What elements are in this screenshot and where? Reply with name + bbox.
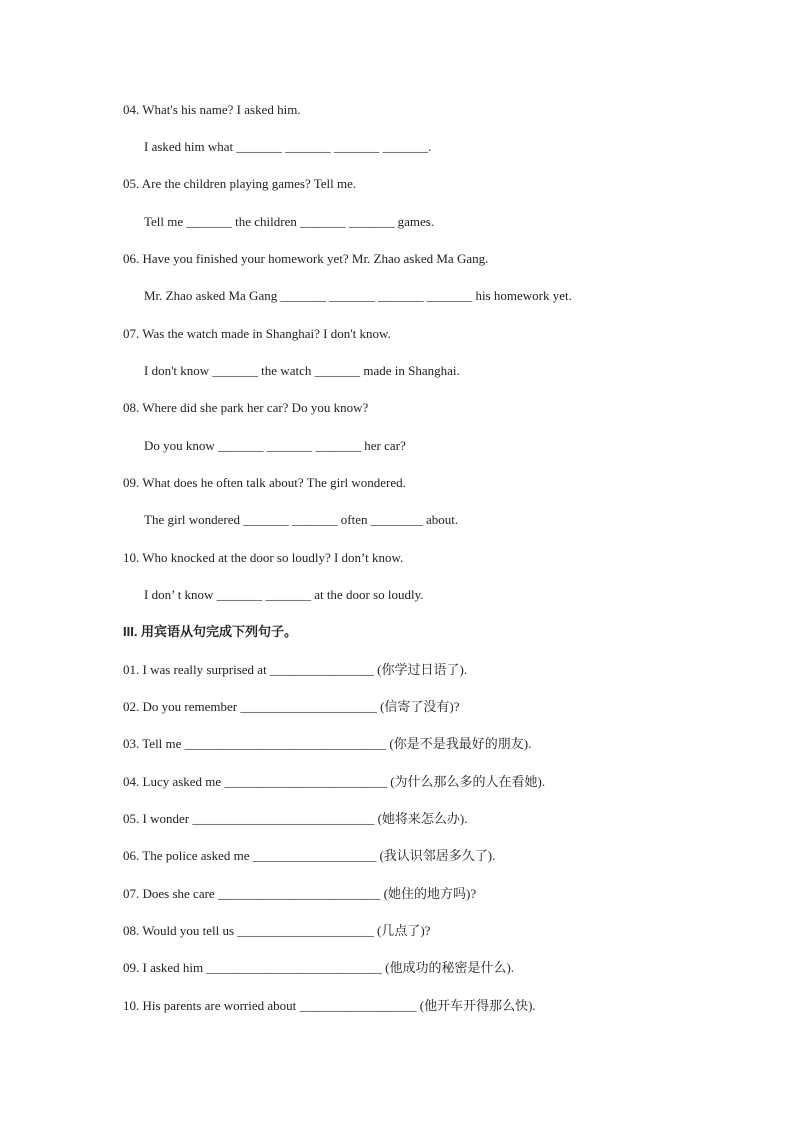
exercise-07: 07. Does she care _________________________ (她住的地方吗)?	[123, 886, 477, 901]
answer-10: I don’ t know _______ _______ at the door so loudly.	[144, 587, 424, 602]
question-04: 04. What's his name? I asked him.	[123, 102, 301, 117]
answer-08: Do you know _______ _______ _______ her car?	[144, 438, 406, 453]
question-10: 10. Who knocked at the door so loudly? I don’t know.	[123, 550, 404, 565]
section-heading: III. 用宾语从句完成下列句子。	[123, 624, 298, 639]
question-09: 09. What does he often talk about? The girl wondered.	[123, 475, 406, 490]
answer-06: Mr. Zhao asked Ma Gang _______ _______ _______ _______ his homework yet.	[144, 288, 572, 303]
question-08: 08. Where did she park her car? Do you know?	[123, 400, 369, 415]
question-07: 07. Was the watch made in Shanghai? I don't know.	[123, 326, 391, 341]
exercise-05: 05. I wonder ____________________________ (她将来怎么办).	[123, 811, 468, 826]
exercise-02: 02. Do you remember _____________________ (信寄了没有)?	[123, 699, 460, 714]
answer-09: The girl wondered _______ _______ often ________ about.	[144, 512, 459, 527]
answer-05: Tell me _______ the children _______ _______ games.	[144, 214, 435, 229]
exercise-03: 03. Tell me _______________________________ (你是不是我最好的朋友).	[123, 736, 532, 751]
answer-07: I don't know _______ the watch _______ made in Shanghai.	[144, 363, 460, 378]
exercise-08: 08. Would you tell us _____________________ (几点了)?	[123, 923, 431, 938]
exercise-09: 09. I asked him ___________________________ (他成功的秘密是什么).	[123, 960, 515, 975]
question-05: 05. Are the children playing games? Tell me.	[123, 176, 357, 191]
answer-04: I asked him what _______ _______ _______ _______.	[144, 139, 432, 154]
exercise-10: 10. His parents are worried about __________________ (他开车开得那么快).	[123, 998, 536, 1013]
question-06: 06. Have you finished your homework yet? Mr. Zhao asked Ma Gang.	[123, 251, 489, 266]
exercise-06: 06. The police asked me ___________________ (我认识邻居多久了).	[123, 848, 496, 863]
exercise-04: 04. Lucy asked me _________________________ (为什么那么多的人在看她).	[123, 774, 546, 789]
exercise-01: 01. I was really surprised at ________________ (你学过日语了).	[123, 662, 468, 677]
